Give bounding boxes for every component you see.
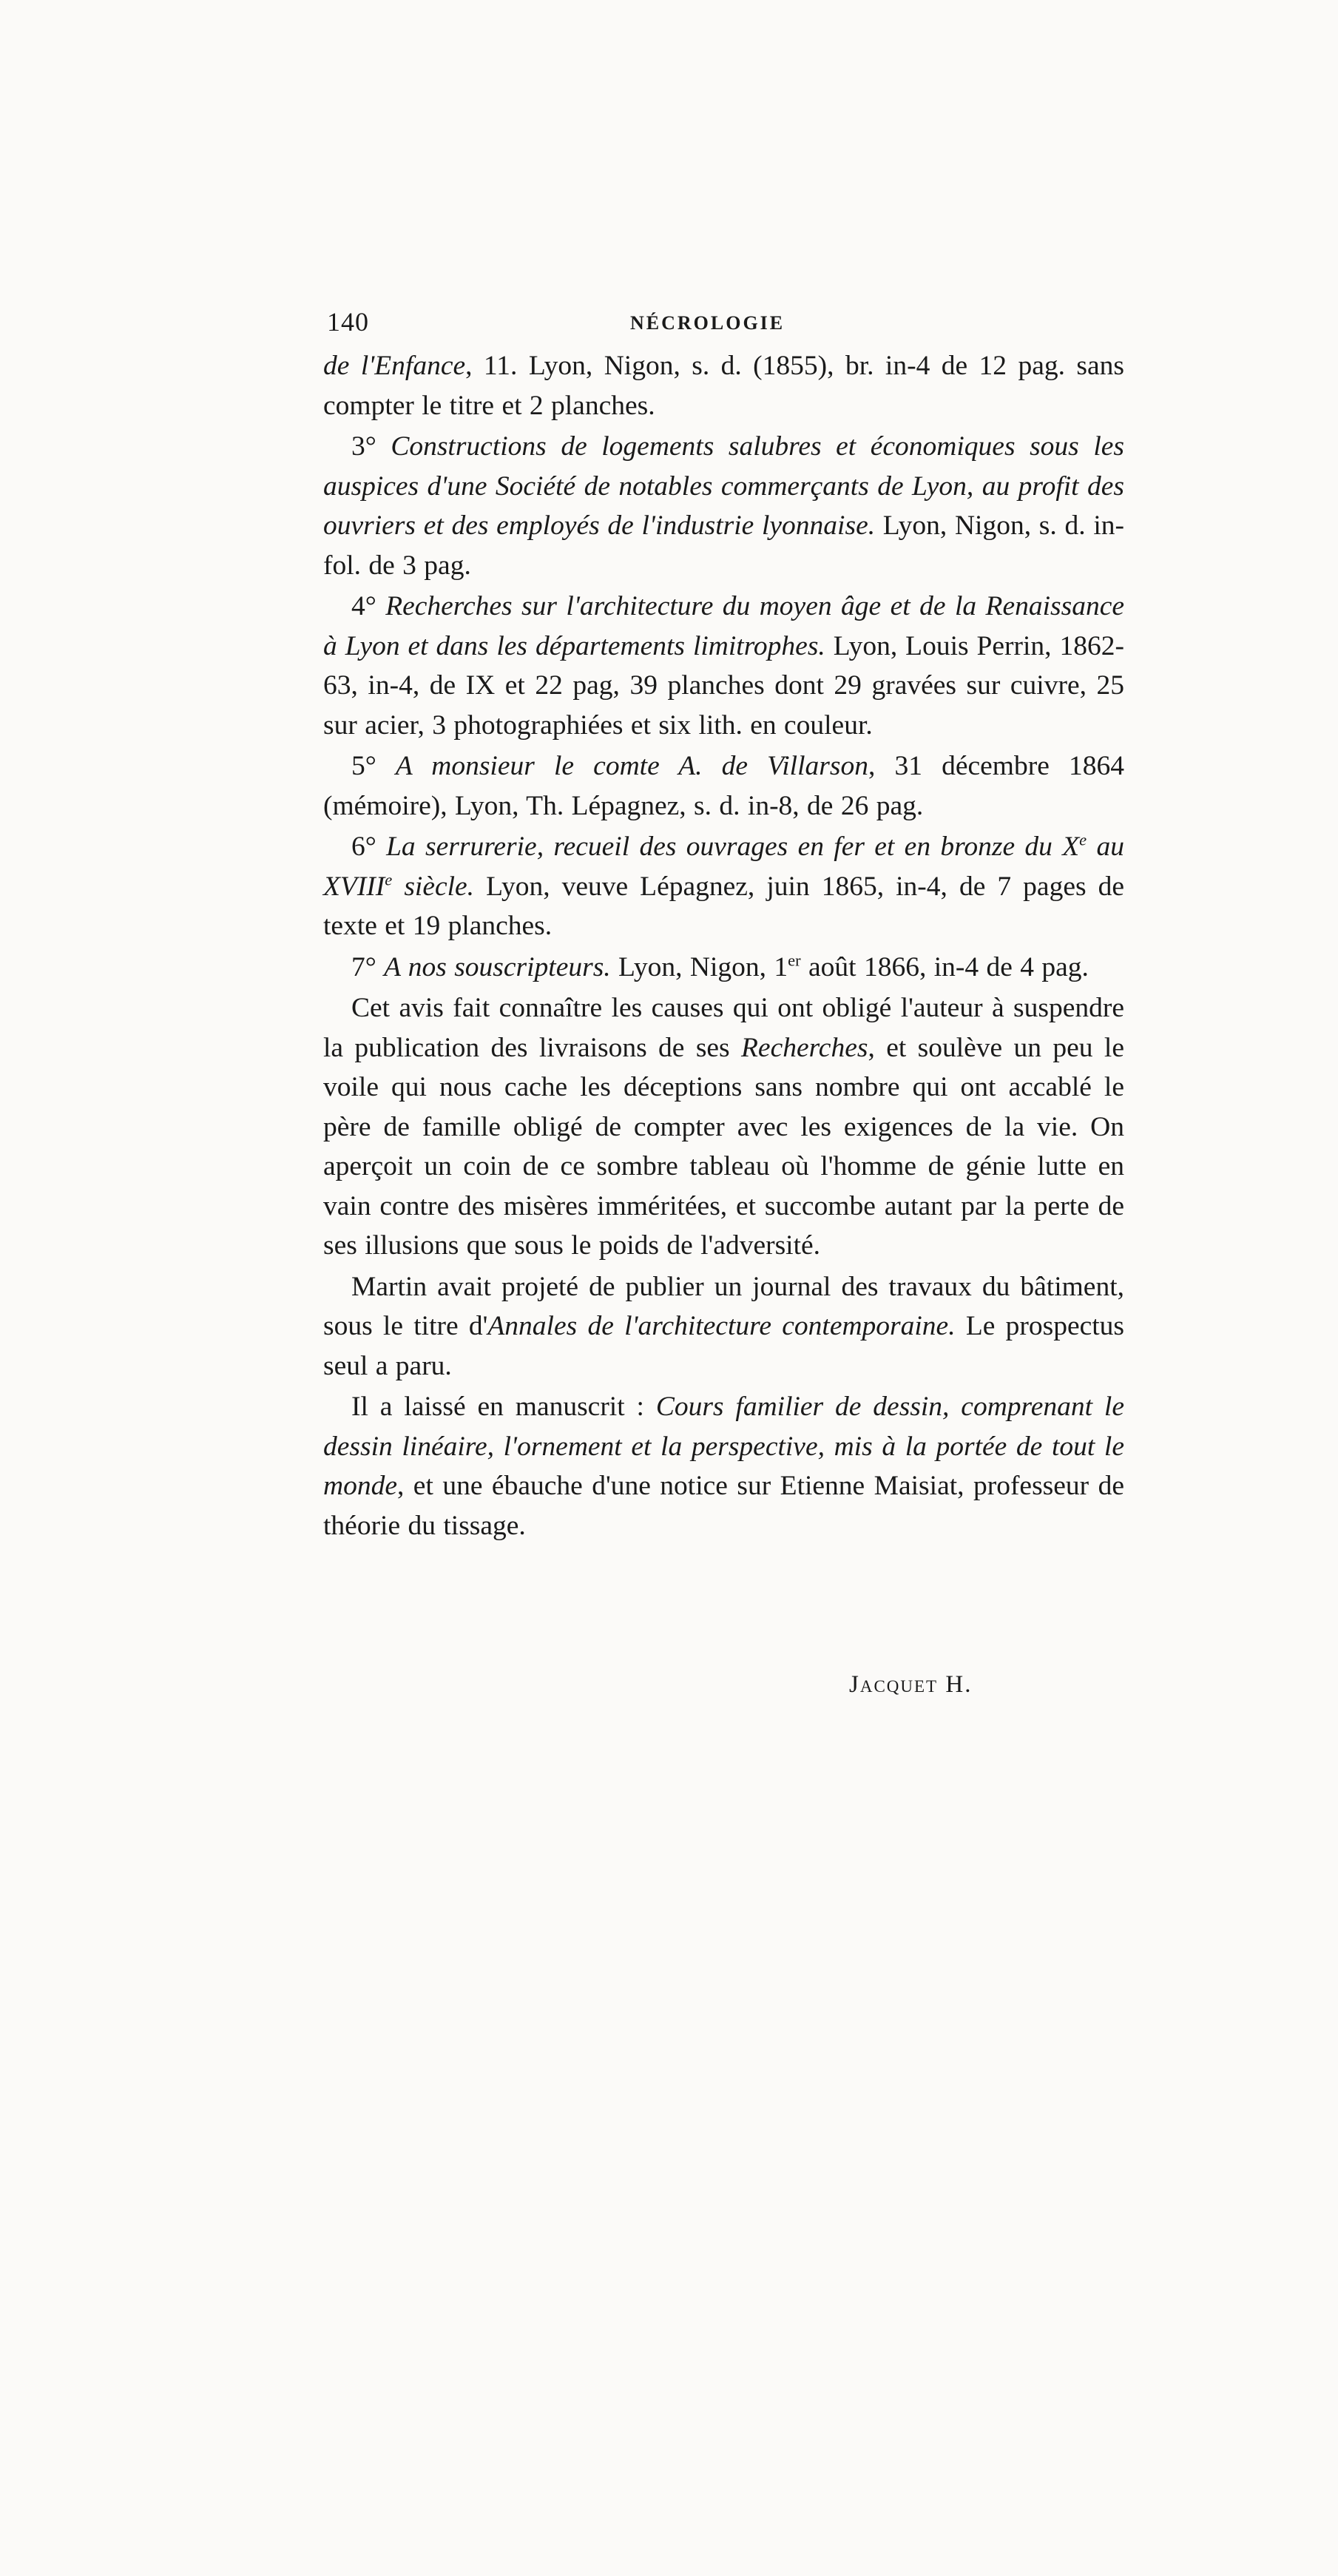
text-segment: er <box>788 951 801 969</box>
paragraph <box>323 346 1124 425</box>
author-signature: Jacquet H. <box>849 1671 973 1698</box>
text-segment: Le prospectus seul a paru. <box>323 1311 1124 1381</box>
paragraph <box>323 827 1124 946</box>
italic-text: au XVIII <box>323 832 1125 902</box>
body-text <box>323 346 1124 1545</box>
text-segment: , 11. Lyon, Nigon, s. d. (1855), br. in-4 de 12 pag. sans compter le titre et 2 planches. <box>323 351 1124 421</box>
page-header <box>327 300 1120 344</box>
paragraph <box>323 427 1124 585</box>
text-segment: 3° <box>351 431 391 462</box>
text-segment: 4° <box>351 591 386 621</box>
text-segment: , 31 décembre 1864 (mémoire), Lyon, Th. Lépagnez, s. d. in-8, de 26 pag. <box>323 751 1124 821</box>
italic-text: La serrurerie, recueil des ouvrages en fer et en bronze du X <box>386 832 1080 862</box>
italic-text: A nos souscripteurs. <box>384 951 611 982</box>
italic-text: Recherches <box>741 1032 868 1063</box>
italic-text: e <box>385 870 393 889</box>
italic-text: Recherches sur l'architecture du moyen âge et de la Renaissance à Lyon et dans les départements limitrophes. <box>323 591 1124 661</box>
text-segment: Il a laissé en manuscrit : <box>351 1392 656 1422</box>
running-title: NÉCROLOGIE <box>630 312 785 334</box>
italic-text: siècle. <box>392 871 475 902</box>
text-segment: Martin avait projeté de publier un journal des travaux du bâtiment, sous le titre d' <box>323 1271 1124 1341</box>
text-segment: , et soulève un peu le voile qui nous cache les déceptions sans nombre qui ont accablé le père de famille obligé de compter avec les exigences de la vie. On aperçoit un coin de ce sombre tableau où l'homme de génie lutte en vain contre des misères imméritées, et succombe autant par la perte de ses illusions que sous le poids de l'adversité. <box>323 1032 1124 1261</box>
text-segment: Lyon, Nigon, 1 <box>610 951 788 982</box>
italic-text: A monsieur le comte A. de Villarson <box>395 751 868 781</box>
paragraph <box>323 1267 1124 1386</box>
paragraph <box>323 948 1124 988</box>
italic-text: Annales de l'architecture contemporaine. <box>487 1311 956 1341</box>
page-number: 140 <box>327 307 369 337</box>
paragraph <box>323 1387 1124 1545</box>
text-segment: 5° <box>351 751 396 781</box>
text-segment: 6° <box>351 832 387 862</box>
paragraph <box>323 587 1124 745</box>
italic-text: e <box>1079 830 1087 849</box>
text-segment: Lyon, Louis Perrin, 1862-63, in-4, de IX et 22 pag, 39 planches dont 29 gravées sur cuivre, 25 sur acier, 3 photographiées et six lith. en couleur. <box>323 630 1125 741</box>
paragraph <box>323 988 1124 1266</box>
text-segment: Lyon, veuve Lépagnez, juin 1865, in-4, de 7 pages de texte et 19 planches. <box>323 871 1124 941</box>
paragraph <box>323 746 1124 826</box>
italic-text: Cours familier de dessin, comprenant le dessin linéaire, l'ornement et la perspective, mis à la portée de tout le monde <box>323 1392 1124 1501</box>
text-segment: août 1866, in-4 de 4 pag. <box>800 951 1089 982</box>
text-segment: , et une ébauche d'une notice sur Etienne Maisiat, professeur de théorie du tissage. <box>323 1471 1124 1541</box>
italic-text: Constructions de logements salubres et économiques sous les auspices d'une Société de notables commerçants de Lyon, au profit des ouvriers et des employés de l'industrie lyonnaise. <box>323 431 1124 541</box>
text-segment: Cet avis fait connaître les causes qui ont obligé l'auteur à suspendre la publication des livraisons de ses <box>323 993 1124 1063</box>
italic-text: de l'Enfance <box>323 351 466 381</box>
text-segment: 7° <box>351 951 385 982</box>
text-segment: Lyon, Nigon, s. d. in-fol. de 3 pag. <box>323 510 1124 581</box>
